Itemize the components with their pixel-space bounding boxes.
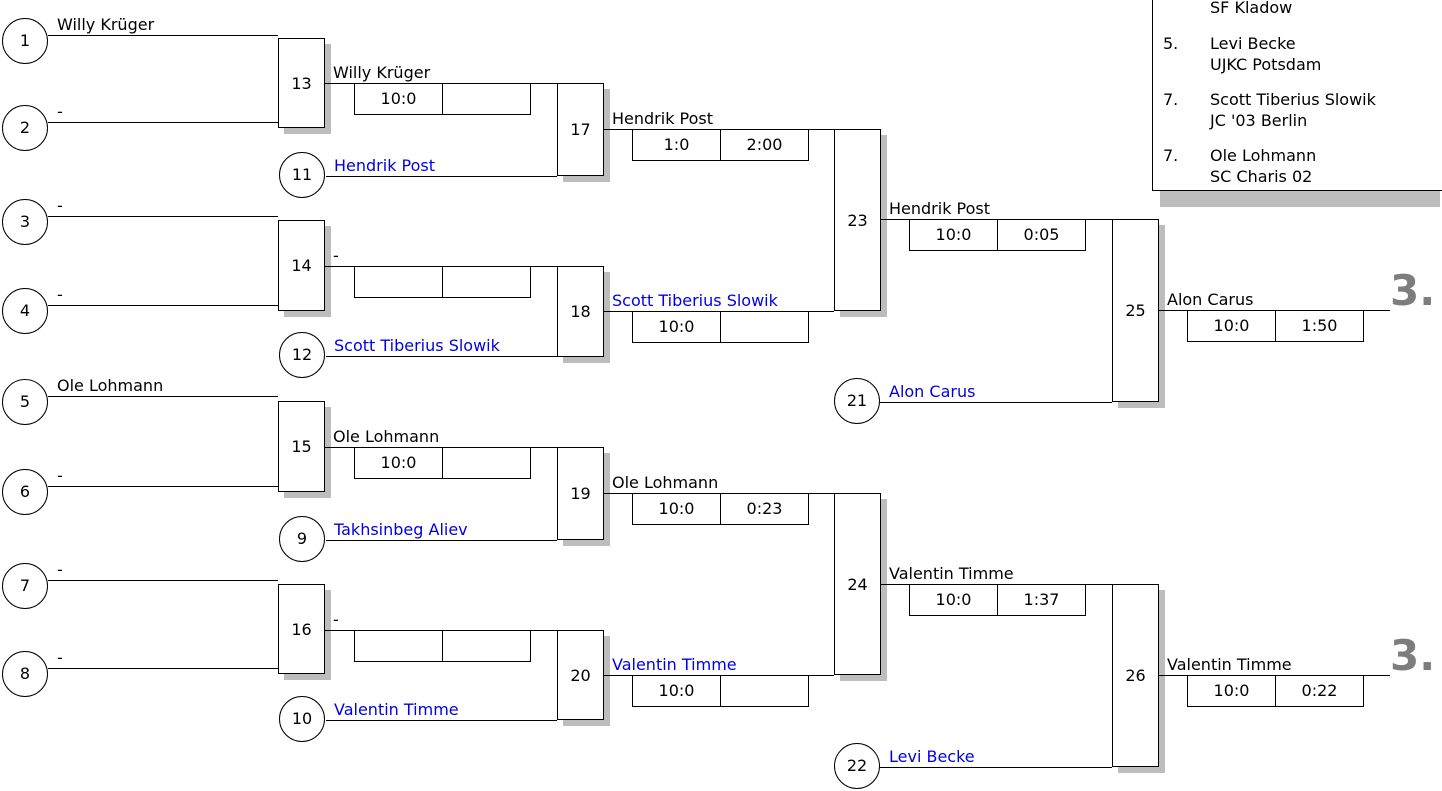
seed-number-circle: 2	[2, 105, 48, 151]
score-cell: 10:0	[632, 311, 721, 343]
entry-line	[48, 486, 278, 487]
time-cell: 0:23	[720, 493, 809, 525]
entry-line	[48, 580, 278, 581]
standings-club: SC Charis 02	[1210, 167, 1313, 186]
seed-number-circle: 1	[2, 18, 48, 64]
seed-number-circle: 5	[2, 379, 48, 425]
time-cell: 0:05	[997, 219, 1086, 251]
time-cell: 1:37	[997, 584, 1086, 616]
score-cell	[354, 630, 443, 662]
score-cell: 10:0	[632, 675, 721, 707]
seed-number-circle: 8	[2, 651, 48, 697]
entry-line	[48, 35, 278, 36]
competitor-name: Alon Carus	[889, 382, 976, 401]
standings-name: Ole Lohmann	[1210, 146, 1317, 165]
entry-line	[326, 176, 557, 177]
score-cell: 1:0	[632, 129, 721, 161]
time-cell: 0:22	[1275, 675, 1364, 707]
placement-label: 3.	[1390, 266, 1436, 315]
score-cell: 10:0	[1187, 310, 1276, 342]
competitor-name: Scott Tiberius Slowik	[334, 336, 500, 355]
score-cell: 10:0	[909, 584, 998, 616]
entry-line	[326, 356, 557, 357]
competitor-name: Valentin Timme	[334, 700, 459, 719]
entry-line	[48, 216, 278, 217]
entry-line	[48, 305, 278, 306]
time-cell	[720, 675, 809, 707]
seed-number-circle: 10	[279, 696, 325, 742]
standings-club: SF Kladow	[1210, 0, 1293, 17]
placement-label: 3.	[1390, 631, 1436, 680]
standings-name: Levi Becke	[1210, 34, 1296, 53]
standings-rank: 5.	[1163, 34, 1179, 53]
time-cell	[442, 447, 531, 479]
entry-line	[880, 767, 1112, 768]
match-number-box: 14	[278, 220, 325, 311]
competitor-name: Hendrik Post	[334, 156, 436, 175]
match-number-box: 26	[1112, 584, 1159, 767]
match-number-box: 15	[278, 401, 325, 492]
seed-number-circle: 9	[279, 516, 325, 562]
winner-name: Valentin Timme	[1167, 655, 1292, 674]
competitor-name: Ole Lohmann	[57, 376, 164, 395]
winner-name: Hendrik Post	[612, 109, 714, 128]
match-number-box: 19	[557, 447, 604, 540]
time-cell	[720, 311, 809, 343]
winner-name: Alon Carus	[1167, 290, 1254, 309]
entry-line	[326, 720, 557, 721]
score-cell	[354, 266, 443, 298]
competitor-name: -	[57, 102, 63, 121]
score-cell: 10:0	[909, 219, 998, 251]
competitor-name: -	[57, 196, 63, 215]
seed-number-circle: 12	[279, 332, 325, 378]
seed-number-circle: 7	[2, 563, 48, 609]
match-number-box: 25	[1112, 219, 1159, 402]
score-cell: 10:0	[354, 83, 443, 115]
entry-line	[48, 396, 278, 397]
winner-name: -	[333, 246, 339, 265]
match-number-box: 13	[278, 38, 325, 128]
winner-name: -	[333, 610, 339, 629]
time-cell: 2:00	[720, 129, 809, 161]
match-number-box: 17	[557, 83, 604, 176]
competitor-name: -	[57, 648, 63, 667]
score-cell: 10:0	[1187, 675, 1276, 707]
seed-number-circle: 6	[2, 469, 48, 515]
entry-line	[880, 402, 1112, 403]
winner-name: Scott Tiberius Slowik	[612, 291, 778, 310]
competitor-name: -	[57, 560, 63, 579]
time-cell	[442, 83, 531, 115]
seed-number-circle: 4	[2, 288, 48, 334]
time-cell	[442, 630, 531, 662]
entry-line	[326, 540, 557, 541]
competitor-name: Takhsinbeg Aliev	[334, 520, 468, 539]
standings-club: UJKC Potsdam	[1210, 55, 1322, 74]
match-number-box: 16	[278, 584, 325, 674]
winner-name: Valentin Timme	[889, 564, 1014, 583]
entry-line	[48, 122, 278, 123]
seed-number-circle: 22	[834, 743, 880, 789]
winner-name: Ole Lohmann	[612, 473, 719, 492]
seed-number-circle: 3	[2, 199, 48, 245]
standings-rank: 7.	[1163, 146, 1179, 165]
score-cell: 10:0	[354, 447, 443, 479]
winner-name: Willy Krüger	[333, 63, 431, 82]
standings-name: Scott Tiberius Slowik	[1210, 90, 1376, 109]
time-cell: 1:50	[1275, 310, 1364, 342]
match-number-box: 23	[834, 129, 881, 311]
match-number-box: 20	[557, 630, 604, 720]
competitor-name: -	[57, 466, 63, 485]
standings-club: JC '03 Berlin	[1210, 111, 1308, 130]
match-number-box: 18	[557, 266, 604, 357]
match-number-box: 24	[834, 493, 881, 675]
winner-name: Hendrik Post	[889, 199, 991, 218]
seed-number-circle: 11	[279, 152, 325, 198]
competitor-name: Levi Becke	[889, 747, 975, 766]
standings-rank: 7.	[1163, 90, 1179, 109]
winner-name: Valentin Timme	[612, 655, 737, 674]
competitor-name: -	[57, 285, 63, 304]
winner-name: Ole Lohmann	[333, 427, 440, 446]
competitor-name: Willy Krüger	[57, 15, 155, 34]
seed-number-circle: 21	[834, 378, 880, 424]
time-cell	[442, 266, 531, 298]
score-cell: 10:0	[632, 493, 721, 525]
entry-line	[48, 668, 278, 669]
